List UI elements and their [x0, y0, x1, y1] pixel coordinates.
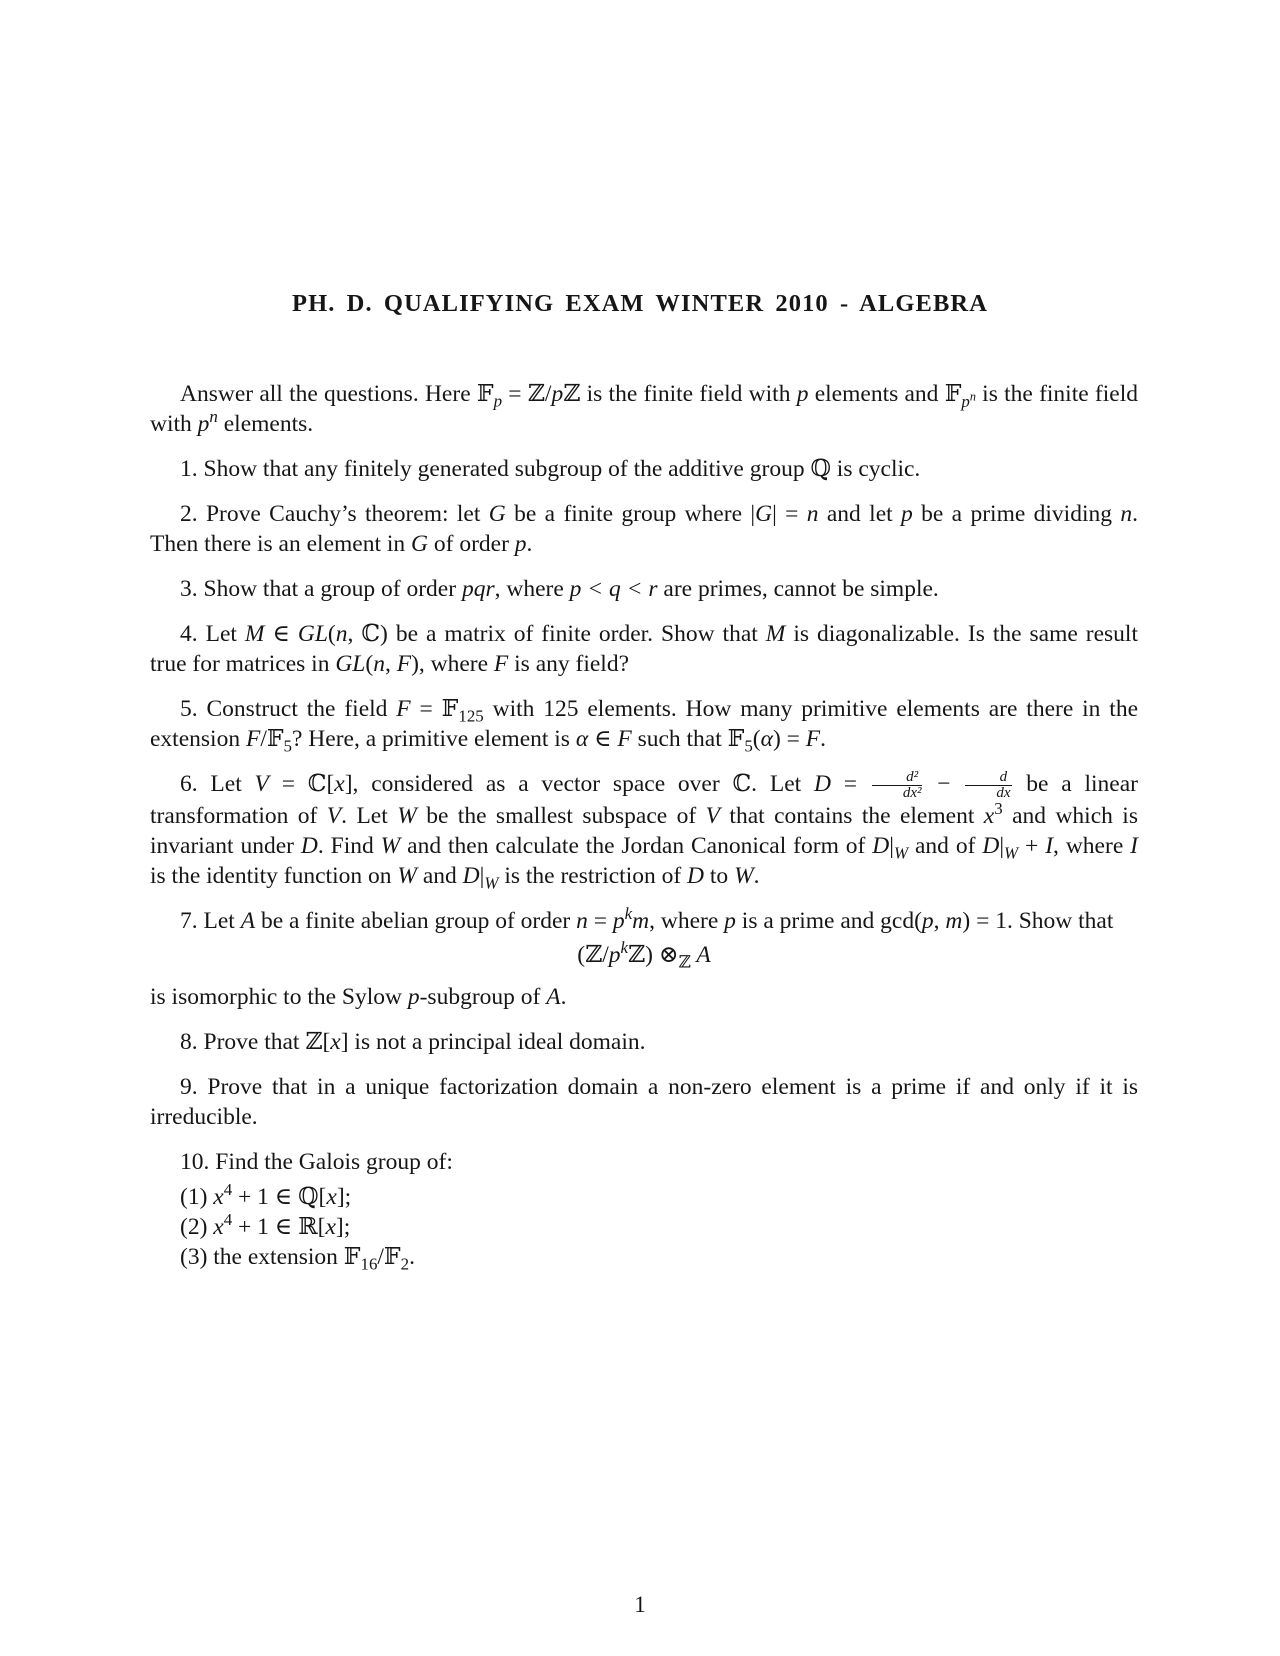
question-8: 8. Prove that ℤ[x] is not a principal ideal domain. [180, 1029, 646, 1056]
question-10-item-2: (2) $x^4 + 1$ ∈ ℝ[x]; [180, 1210, 351, 1241]
question-7: 7. Let A be a finite abelian group of order $n = p^km$, where p is a prime and gcd(p, m) = 1. Show that [180, 904, 1114, 935]
tensor-product-display: $(ℤ/p^kℤ)$ $\otimes_ℤ$ A [577, 938, 711, 972]
question-2: 2. Prove Cauchy’s theorem: let G be a finite group where |G| = n and let p be a prime dividing n. Then there is an element in G of order p. [150, 501, 1138, 557]
page-number: 1 [634, 1592, 646, 1617]
exam-body [150, 378, 1138, 1272]
question-10-items [180, 1182, 1138, 1272]
page-title: PH. D. QUALIFYING EXAM WINTER 2010 - ALGEBRA [292, 290, 988, 317]
question-9: 9. Prove that in a unique factorization domain a non-zero element is a prime if and only if it is irreducible. [150, 1074, 1138, 1131]
question-3: 3. Show that a group of order pqr, where p < q < r are primes, cannot be simple. [180, 576, 939, 602]
question-10-item-1: (1) $x^4 + 1$ ∈ ℚ[x]; [180, 1180, 352, 1211]
second-derivative-fraction: $\frac{\text{d²}}{\text{dx²}}$ [872, 770, 923, 801]
first-derivative-fraction: $\frac{d}{dx}$ [965, 770, 1011, 801]
intro-paragraph: Answer all the questions. Here 𝔽$_p$ = ℤ/pℤ is the finite field with p elements and 𝔽$_{p^n}$ is the finite field with $p^n$ elements. [150, 379, 1138, 437]
question-5: 5. Construct the field F = 𝔽$_{125}$ with 125 elements. How many primitive elements are there in the extension F/𝔽$_5$? Here, a primitive element is α ∈ F such that 𝔽$_5$(α) = F. [150, 696, 1138, 756]
question-7-continuation: is isomorphic to the Sylow p-subgroup of A. [150, 984, 567, 1011]
question-4: 4. Let M ∈ GL(n, ℂ) be a matrix of finite order. Show that M is diagonalizable. Is the same result true for matrices in GL(n, F), where F is any field? [150, 621, 1138, 677]
question-10-item-3: (3) the extension 𝔽$_{16}$/𝔽$_2$. [180, 1244, 415, 1274]
question-1: 1. Show that any finitely generated subgroup of the additive group ℚ is cyclic. [180, 456, 921, 482]
question-10: 10. Find the Galois group of: [180, 1149, 453, 1176]
question-6: 6. Let V = ℂ[x], considered as a vector space over ℂ. Let D = $\frac{\text{d²}}{\text{dx²}}$ − $\frac{d}{dx}$ be a linear transformation of V. Let W be the smallest subspace of V that contains the element $x^3$ and which is invariant under D. Find W and then calculate the Jordan Canonical form of $D|_W$ and of $D|_W + I$, where I is the identity function on W and $D|_W$ is the restriction of D to W. [150, 769, 1138, 893]
